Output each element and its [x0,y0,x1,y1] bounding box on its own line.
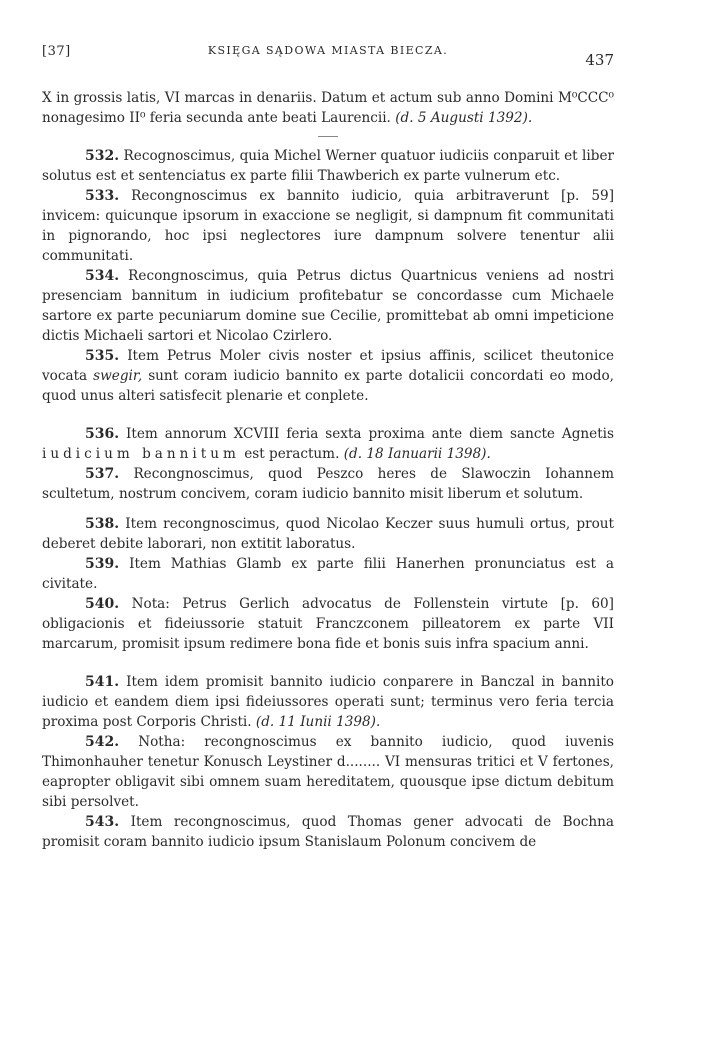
entry-text: Item idem promisit bannito iudicio conparere in Banczal in bannito iudicio et eandem diem ipsi fideiussores operati sunt; terminus vero feria tercia proxima post Corporis Christi. [42,674,614,730]
entry-text-cont: sunt coram iudicio bannito ex parte dotalicii concordati eo modo, quod unus alteri satisfecit plenarie et conplete. [42,368,614,404]
entry-537 [42,464,614,504]
entry-text: Notha: recongnoscimus ex bannito iudicio, quod iuvenis Thimonhauher tenetur Konusch Leystiner d........ VI mensuras tritici et V fertones, eapropter obligavit sibi omnem suam hereditatem, quousque ipse dictum debitum sibi persolvet. [42,734,614,810]
vernacular-word: swegir, [93,368,143,384]
entry-text: Item recongnoscimus, quod Thomas gener advocati de Bochna promisit coram bannito iudicio ipsum Stanislaum Polonum concivem de [42,814,615,850]
entry-538 [42,514,614,554]
entry-number: 536. [85,426,120,442]
entry-542 [42,732,614,812]
entry-number: 543. [85,814,120,830]
section-gap [42,406,614,424]
page-number: 437 [585,51,614,69]
entry-text: Item annorum XCVIII feria sexta proxima ante diem sancte Agnetis [126,426,614,442]
running-title: KSIĘGA SĄDOWA MIASTA BIECZA. [207,44,449,57]
entry-535 [42,346,614,406]
entry-date: (d. 11 Iunii 1398). [255,714,381,730]
section-divider [318,136,338,137]
section-gap [42,654,614,672]
entry-number: 540. [85,596,120,612]
document-body [42,88,614,852]
entry-number: 533. [85,188,120,204]
entry-536 [42,424,614,464]
entry-539 [42,554,614,594]
entry-number: 534. [85,268,120,284]
entry-text-cont: est peractum. [244,446,340,462]
entry-text: Recongnoscimus ex bannito iudicio, quia arbitraverunt [p. 59] invicem: quicunque ipsorum in exaccione se negligit, si dampnum fit communitati in pignorando, hoc ipsi neglectores iure dampnum solvere tenentur alii communitati. [42,188,614,264]
section-gap [42,504,614,514]
entry-540 [42,594,614,654]
intro-date: (d. 5 Augusti 1392). [395,110,533,126]
entry-533 [42,186,614,266]
entry-532 [42,146,614,186]
entry-541 [42,672,614,732]
entry-number: 532. [85,148,120,164]
entry-text: Recognoscimus, quia Michel Werner quatuor iudiciis conparuit et liber solutus est et sentenciatus ex parte filii Thawberich ex parte vulnerum etc. [42,148,614,184]
entry-543 [42,812,614,852]
page-header [42,40,614,80]
entry-number: 542. [85,734,120,750]
intro-paragraph [42,88,614,128]
entry-534 [42,266,614,346]
entry-number: 539. [85,556,120,572]
entry-text: Item Mathias Glamb ex parte filii Hanerhen pronunciatus est a civitate. [42,556,614,592]
entry-number: 538. [85,516,120,532]
intro-text: X in grossis latis, VI marcas in denariis. Datum et actum sub anno Domini M⁰CCC⁰ nonagesimo II⁰ feria secunda ante beati Laurencii. [42,90,614,126]
entry-text: Recongnoscimus, quod Peszco heres de Slawoczin Iohannem scultetum, nostrum concivem, coram iudicio bannito misit liberum et solutum. [42,466,614,502]
entry-number: 537. [85,466,120,482]
entry-text: Item Petrus Moler civis noster et ipsius affinis, scilicet theutonice vocata [42,348,615,384]
entry-text: Recongnoscimus, quia Petrus dictus Quartnicus veniens ad nostri presenciam bannitum in iudicium profitebatur se concordasse cum Michaele sartore ex parte pecuniarum domine sue Cecilie, promittebat ab omni impeticione dictis Michaeli sartori et Nicolao Czirlero. [42,268,614,344]
spaced-phrase: iudicium bannitum [42,446,240,462]
entry-date: (d. 18 Ianuarii 1398). [343,446,491,462]
folio-reference: [37] [42,44,71,59]
entry-number: 535. [85,348,120,364]
entry-text: Item recongnoscimus, quod Nicolao Keczer suus humuli ortus, prout deberet debite laborari, non extitit laboratus. [42,516,614,552]
entry-text: Nota: Petrus Gerlich advocatus de Follenstein virtute [p. 60] obligacionis et fideiussorie statuit Franczconem pilleatorem ex parte VII marcarum, promisit ipsum redimere bona fide et bonis suis infra spacium anni. [42,596,614,652]
entry-number: 541. [85,674,120,690]
